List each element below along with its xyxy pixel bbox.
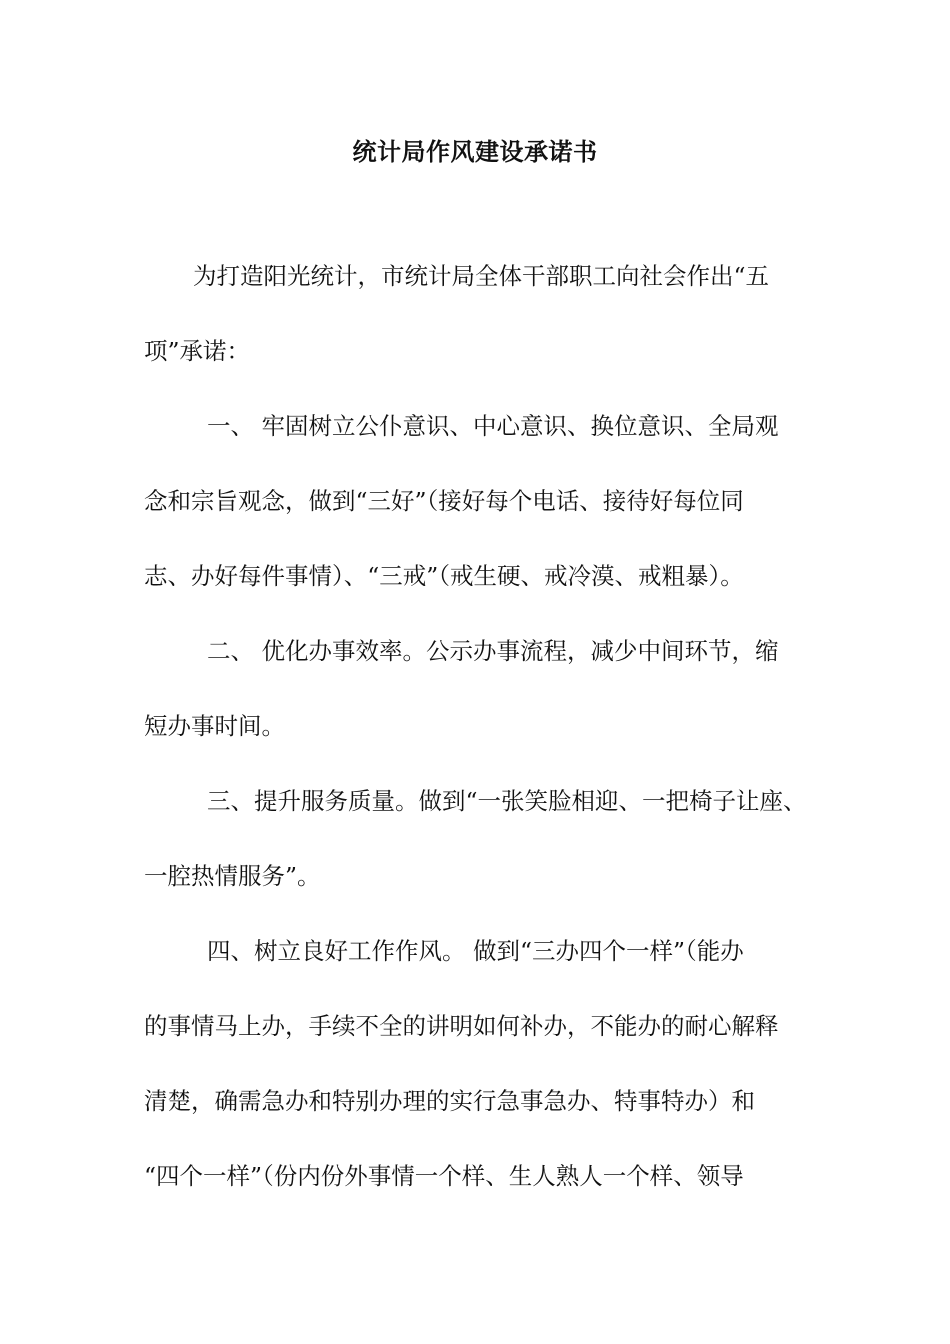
paragraph-line: “四个一样”（份内份外事情一个样、生人熟人一个样、领导 bbox=[144, 1162, 744, 1190]
paragraph-line: 一腔热情服务”。 bbox=[144, 862, 321, 890]
paragraph-line: 二、 优化办事效率。公示办事流程，减少中间环节，缩 bbox=[207, 637, 779, 665]
paragraph-line: 短办事时间。 bbox=[144, 712, 285, 740]
paragraph-line: 念和宗旨观念，做到“三好”（接好每个电话、接待好每位同 bbox=[144, 487, 744, 515]
document-title: 统计局作风建设承诺书 bbox=[352, 137, 598, 166]
paragraph-line: 项”承诺： bbox=[144, 337, 251, 365]
paragraph-line: 一、 牢固树立公仆意识、中心意识、换位意识、全局观 bbox=[207, 412, 779, 440]
paragraph-line: 四、树立良好工作作风。 做到“三办四个一样”（能办 bbox=[207, 937, 744, 965]
paragraph-line: 三、提升服务质量。做到“一张笑脸相迎、一把椅子让座、 bbox=[207, 787, 807, 815]
paragraph-line: 为打造阳光统计，市统计局全体干部职工向社会作出“五 bbox=[193, 262, 770, 290]
paragraph-line: 志、办好每件事情）、“三戒”（戒生硬、戒冷漠、戒粗暴）。 bbox=[144, 562, 744, 590]
paragraph-line: 的事情马上办，手续不全的讲明如何补办，不能办的耐心解释 bbox=[144, 1012, 779, 1040]
paragraph-line: 清楚，确需急办和特别办理的实行急事急办、特事特办）和 bbox=[144, 1087, 755, 1115]
